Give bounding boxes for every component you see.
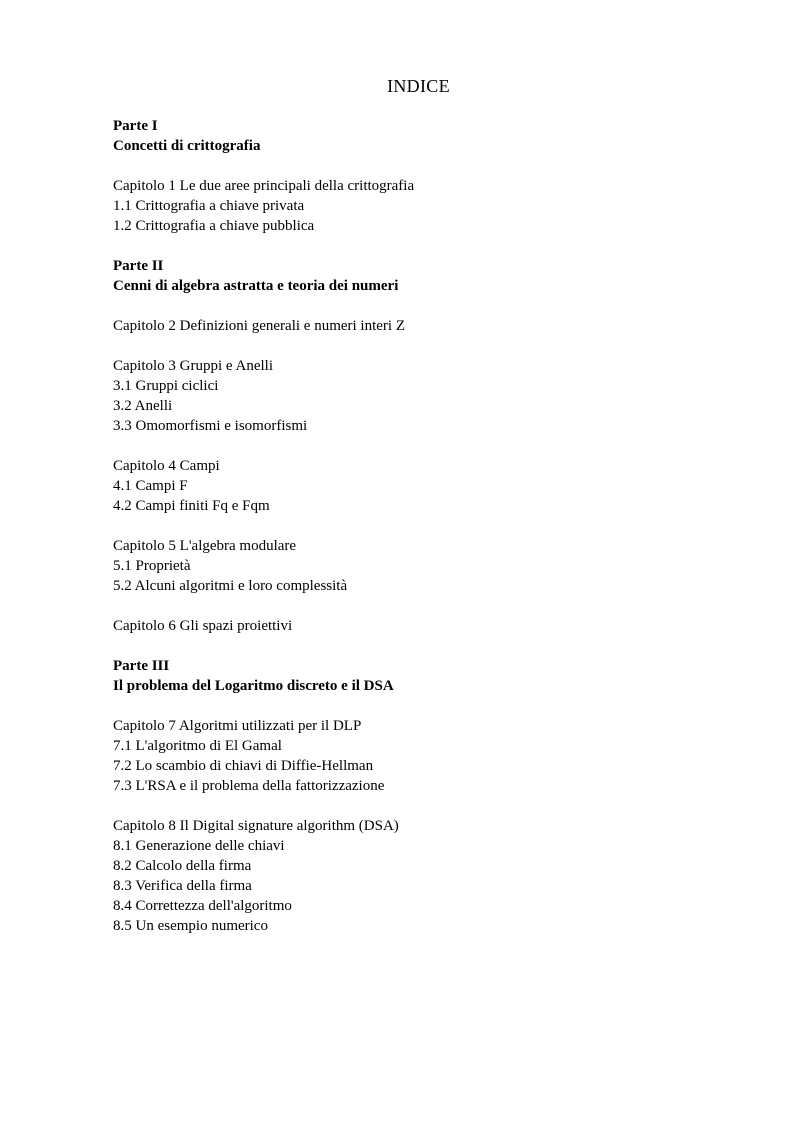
section-item: 8.3 Verifica della firma bbox=[113, 878, 252, 894]
section-item: 4.1 Campi F bbox=[113, 478, 188, 494]
page-title: INDICE bbox=[387, 76, 450, 96]
chapter-title: Capitolo 2 Definizioni generali e numeri interi Z bbox=[113, 318, 405, 334]
section-item: 7.3 L'RSA e il problema della fattorizzazione bbox=[113, 778, 385, 794]
section-item: 7.1 L'algoritmo di El Gamal bbox=[113, 738, 282, 754]
section-item: 1.2 Crittografia a chiave pubblica bbox=[113, 218, 315, 234]
table-of-contents bbox=[113, 116, 733, 936]
spacer bbox=[113, 596, 733, 616]
spacer bbox=[113, 236, 733, 256]
section-item: 5.1 Proprietà bbox=[113, 558, 191, 574]
spacer bbox=[113, 436, 733, 456]
chapter-title: Capitolo 5 L'algebra modulare bbox=[113, 538, 297, 554]
chapter-title: Capitolo 3 Gruppi e Anelli bbox=[113, 358, 273, 374]
section-item: 1.1 Crittografia a chiave privata bbox=[113, 198, 305, 214]
section-item: 4.2 Campi finiti Fq e Fqm bbox=[113, 498, 270, 514]
part-section bbox=[113, 256, 733, 656]
spacer bbox=[113, 156, 733, 176]
spacer bbox=[113, 696, 733, 716]
spacer bbox=[113, 516, 733, 536]
section-item: 3.2 Anelli bbox=[113, 398, 173, 414]
part-label: Parte I bbox=[113, 118, 158, 134]
part-label: Parte II bbox=[113, 258, 164, 274]
part-section bbox=[113, 116, 733, 256]
spacer bbox=[113, 336, 733, 356]
section-item: 8.1 Generazione delle chiavi bbox=[113, 838, 285, 854]
spacer bbox=[113, 796, 733, 816]
section-item: 3.1 Gruppi ciclici bbox=[113, 378, 219, 394]
chapter-title: Capitolo 6 Gli spazi proiettivi bbox=[113, 618, 293, 634]
part-title: Concetti di crittografia bbox=[113, 138, 261, 154]
chapter-title: Capitolo 1 Le due aree principali della crittografia bbox=[113, 178, 415, 194]
part-section bbox=[113, 656, 733, 936]
part-label: Parte III bbox=[113, 658, 170, 674]
chapter-title: Capitolo 8 Il Digital signature algorithm (DSA) bbox=[113, 818, 399, 834]
section-item: 7.2 Lo scambio di chiavi di Diffie-Hellman bbox=[113, 758, 374, 774]
section-item: 8.2 Calcolo della firma bbox=[113, 858, 252, 874]
spacer bbox=[113, 296, 733, 316]
section-item: 8.5 Un esempio numerico bbox=[113, 918, 268, 934]
chapter-title: Capitolo 7 Algoritmi utilizzati per il DLP bbox=[113, 718, 362, 734]
part-title: Il problema del Logaritmo discreto e il DSA bbox=[113, 678, 394, 694]
section-item: 3.3 Omomorfismi e isomorfismi bbox=[113, 418, 308, 434]
spacer bbox=[113, 636, 733, 656]
chapter-title: Capitolo 4 Campi bbox=[113, 458, 220, 474]
section-item: 5.2 Alcuni algoritmi e loro complessità bbox=[113, 578, 348, 594]
part-title: Cenni di algebra astratta e teoria dei numeri bbox=[113, 278, 399, 294]
section-item: 8.4 Correttezza dell'algoritmo bbox=[113, 898, 292, 914]
